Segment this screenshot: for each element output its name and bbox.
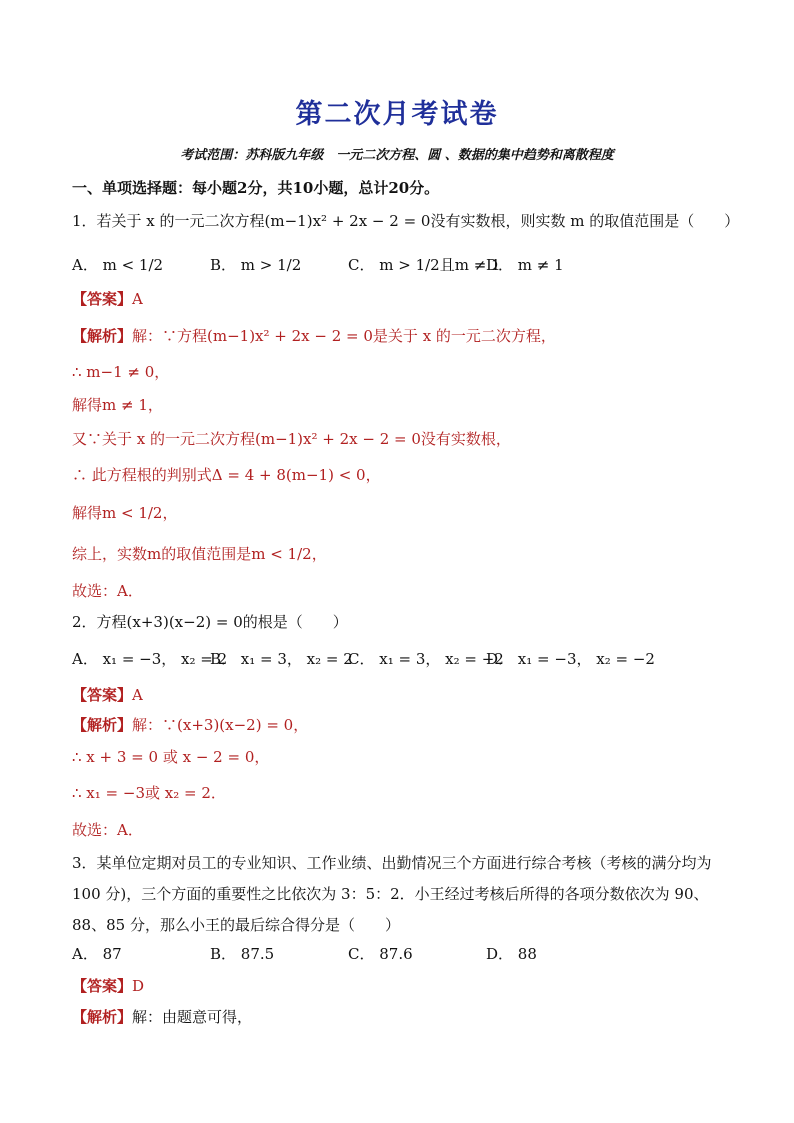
q1-analysis-line-8: 故选：A． — [72, 582, 143, 600]
analysis-text: 解：∵方程(m−1)x² + 2x − 2 = 0是关于 x 的一元二次方程， — [132, 327, 556, 345]
answer-label: 【答案】 — [72, 686, 133, 704]
q3-option-c: C． 87.6 — [348, 945, 413, 963]
analysis-text: 解：∵(x+3)(x−2) = 0， — [132, 716, 309, 734]
question-2-stem: 2．方程(x+3)(x−2) = 0的根是（ ） — [72, 613, 348, 631]
q1-option-b: B． m > 1/2 — [210, 256, 302, 274]
q2-analysis-line-1 — [72, 714, 308, 735]
q1-analysis-line-7: 综上，实数m的取值范围是m < 1/2， — [72, 545, 327, 563]
page-title: 第二次月考试卷 — [295, 99, 499, 130]
q3-option-a: A． 87 — [72, 945, 122, 963]
q1-analysis-line-1 — [72, 325, 556, 346]
q2-analysis-line-3: ∴ x₁ = −3或 x₂ = 2． — [72, 784, 226, 802]
q2-analysis-line-4: 故选：A． — [72, 821, 143, 839]
exam-scope: 考试范围：苏科版九年级 一元二次方程、圆 、数据的集中趋势和离散程度 — [180, 148, 614, 163]
analysis-text: 解：由题意可得， — [132, 1008, 253, 1026]
answer-value: D — [132, 977, 145, 995]
analysis-label: 【解析】 — [72, 1008, 133, 1026]
q2-analysis-line-2: ∴ x + 3 = 0 或 x − 2 = 0， — [72, 748, 270, 766]
analysis-label: 【解析】 — [72, 327, 133, 345]
q3-analysis-line-1 — [72, 1006, 252, 1027]
q2-option-d: D． x₁ = −3， x₂ = −2 — [486, 650, 655, 668]
answer-value: A — [132, 290, 143, 308]
question-1-stem: 1．若关于 x 的一元二次方程(m−1)x² + 2x − 2 = 0没有实数根，则实数 m 的取值范围是（ ） — [72, 212, 740, 230]
q2-option-b: B． x₁ = 3， x₂ = 2 — [210, 650, 353, 668]
q1-analysis-line-5: ∴ 此方程根的判别式Δ = 4 + 8(m−1) < 0， — [72, 466, 381, 484]
answer-value: A — [132, 686, 143, 704]
q2-option-c: C． x₁ = 3， x₂ = −2 — [348, 650, 504, 668]
q1-option-d: D． m ≠ 1 — [486, 256, 564, 274]
q1-answer — [72, 288, 143, 309]
answer-label: 【答案】 — [72, 290, 133, 308]
question-3-stem: 3．某单位定期对员工的专业知识、工作业绩、出勤情况三个方面进行综合考核（考核的满分均为 100 分)，三个方面的重要性之比依次为 3：5：2．小王经过考核后所得的各项分数依次为 90、88、85 分，那么小王的最后综合得分是（ ） — [72, 854, 712, 934]
answer-label: 【答案】 — [72, 977, 133, 995]
q1-analysis-line-4: 又∵关于 x 的一元二次方程(m−1)x² + 2x − 2 = 0没有实数根， — [72, 430, 511, 448]
q3-answer — [72, 975, 144, 996]
q1-analysis-line-2: ∴ m−1 ≠ 0， — [72, 363, 170, 381]
section-heading: 一、单项选择题：每小题2分，共10小题，总计20分。 — [72, 179, 440, 197]
q1-option-c: C． m > 1/2且m ≠ 1 — [348, 256, 501, 274]
q2-option-a: A． x₁ = −3， x₂ = 2 — [72, 650, 228, 668]
analysis-label: 【解析】 — [72, 716, 133, 734]
q2-answer — [72, 684, 143, 705]
q1-analysis-line-3: 解得m ≠ 1， — [72, 396, 163, 414]
q1-option-a: A． m < 1/2 — [72, 256, 164, 274]
q3-option-b: B． 87.5 — [210, 945, 275, 963]
q3-option-d: D． 88 — [486, 945, 537, 963]
q1-analysis-line-6: 解得m < 1/2， — [72, 504, 178, 522]
